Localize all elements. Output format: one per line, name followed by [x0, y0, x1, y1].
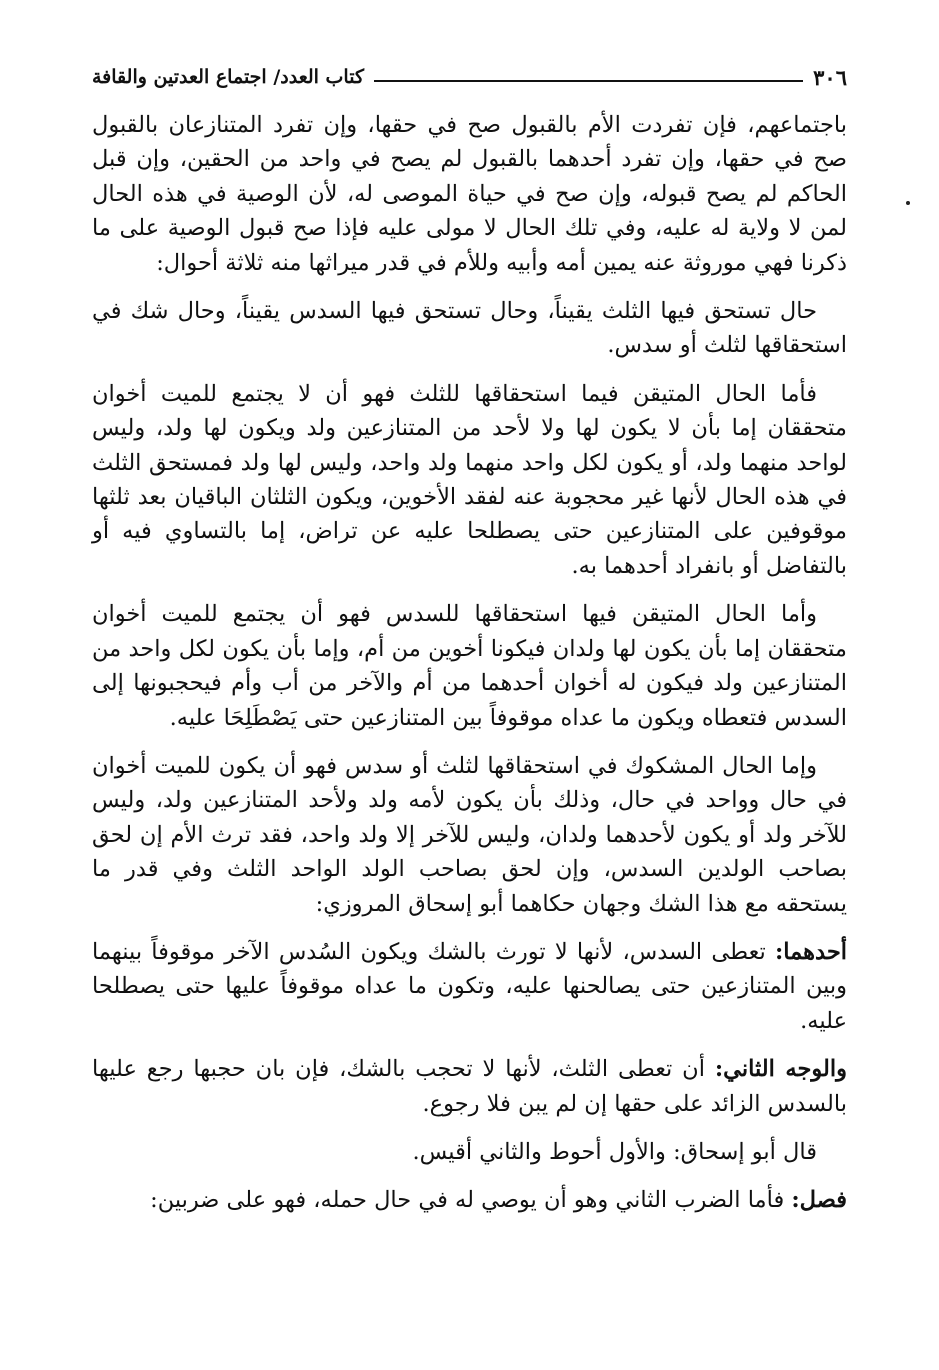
- paragraph-text: وأما الحال المتيقن فيها استحقاقها للسدس فهو أن يجتمع للميت أخوان متحققان إما بأن يكون لها ولدان فيكونا أخوين من أم، وإما بأن يكون لكل واحد من المتنازعين ولد فيكون له أخوان أحدهما من أم والآخر من أب وأم فيحجبونها إلى السدس فتعطاه ويكون ما عداه موقوفاً بين المتنازعين حتى يَصْطَلِحَا عليه.: [92, 601, 847, 731]
- paragraph: [92, 597, 847, 735]
- paragraph-text: باجتماعهم، فإن تفردت الأم بالقبول صح في حقها، وإن تفرد المتنازعان بالقبول صح في حقها، وإن تفرد أحدهما بالقبول لم يصح في واحد من الحقين، وإن قبل الحاكم لم يصح قبوله، وإن صح في حياة الموصى له، لأن الوصية في هذه الحال لمن لا ولاية له عليه، وفي تلك الحال لا مولى عليه فإذا صح قبول الوصية على ما ذكرنا فهي موروثة عنه يمين أمه وأبيه وللأم في قدر ميراثها منه ثلاثة أحوال:: [92, 112, 847, 276]
- paragraph: [92, 749, 847, 921]
- page-number: ٣٠٦: [813, 64, 847, 90]
- paragraph-text: أن تعطى الثلث، لأنها لا تحجب بالشك، فإن بان حجبها رجع عليها بالسدس الزائد على حقها إن لم يبن فلا رجوع.: [92, 1056, 847, 1117]
- paragraph-lead: أحدهما:: [774, 938, 847, 965]
- page-header: [92, 60, 847, 94]
- paragraph-text: فأما الحال المتيقن فيما استحقاقها للثلث فهو أن لا يجتمع للميت أخوان متحققان إما بأن لا يكون لها ولا لأحد من المتنازعين ولد ويكون لها ولد، وليس لواحد منهما ولد، أو يكون لكل واحد منهما ولد واحد، وليس لها ولد فمستحق الثلث في هذه الحال لأنها غير محجوبة عنه لفقد الأخوين، ويكون الثلثان الباقيان بعد ثلثها موقوفين على المتنازعين حتى يصطلحا عليه عن تراض، إما بالتساوي فيه أو بالتفاضل أو بانفراد أحدهما به.: [92, 380, 847, 579]
- body-text: [92, 108, 847, 1218]
- header-rule: [374, 80, 803, 82]
- paragraph: [92, 1183, 847, 1217]
- running-title: كتاب العدد/ اجتماع العدتين والقافة: [92, 66, 364, 88]
- margin-mark: [906, 201, 910, 205]
- paragraph: [92, 1052, 847, 1121]
- paragraph-text: فأما الضرب الثاني وهو أن يوصي له في حال حمله، فهو على ضربين:: [150, 1187, 792, 1214]
- paragraph-lead: والوجه الثاني:: [714, 1056, 847, 1083]
- paragraph-text: قال أبو إسحاق: والأول أحوط والثاني أقيس.: [412, 1138, 817, 1165]
- paragraph: [92, 377, 847, 583]
- paragraph-text: تعطى السدس، لأنها لا تورث بالشك ويكون السُدس الآخر موقوفاً بينهما وبين المتنازعين حتى يصالحنها عليه، وتكون ما عداه موقوفاً عليها حتى يصطلحا عليه.: [92, 938, 847, 1034]
- paragraph-text: وإما الحال المشكوك في استحقاقها لثلث أو سدس فهو أن يكون للميت أخوان في حال وواحد في حال، وذلك بأن يكون لأمه ولد ولأحد المتنازعين ولد، وليس للآخر ولد أو يكون لأحدهما ولدان، وليس للآخر إلا ولد واحد، فقد ترث الأم إن لحق بصاحب الولدين السدس، وإن لحق بصاحب الولد الواحد الثلث وفي قدر ما يستحقه مع هذا الشك وجهان حكاهما أبو إسحاق المروزي:: [92, 752, 847, 917]
- paragraph: [92, 935, 847, 1038]
- paragraph: [92, 294, 847, 363]
- paragraph-lead: فصل:: [791, 1187, 847, 1214]
- paragraph: [92, 108, 847, 280]
- book-page: [92, 60, 847, 1350]
- paragraph: [92, 1135, 847, 1169]
- paragraph-text: حال تستحق فيها الثلث يقيناً، وحال تستحق فيها السدس يقيناً، وحال شك في استحقاقها لثلث أو سدس.: [92, 298, 847, 359]
